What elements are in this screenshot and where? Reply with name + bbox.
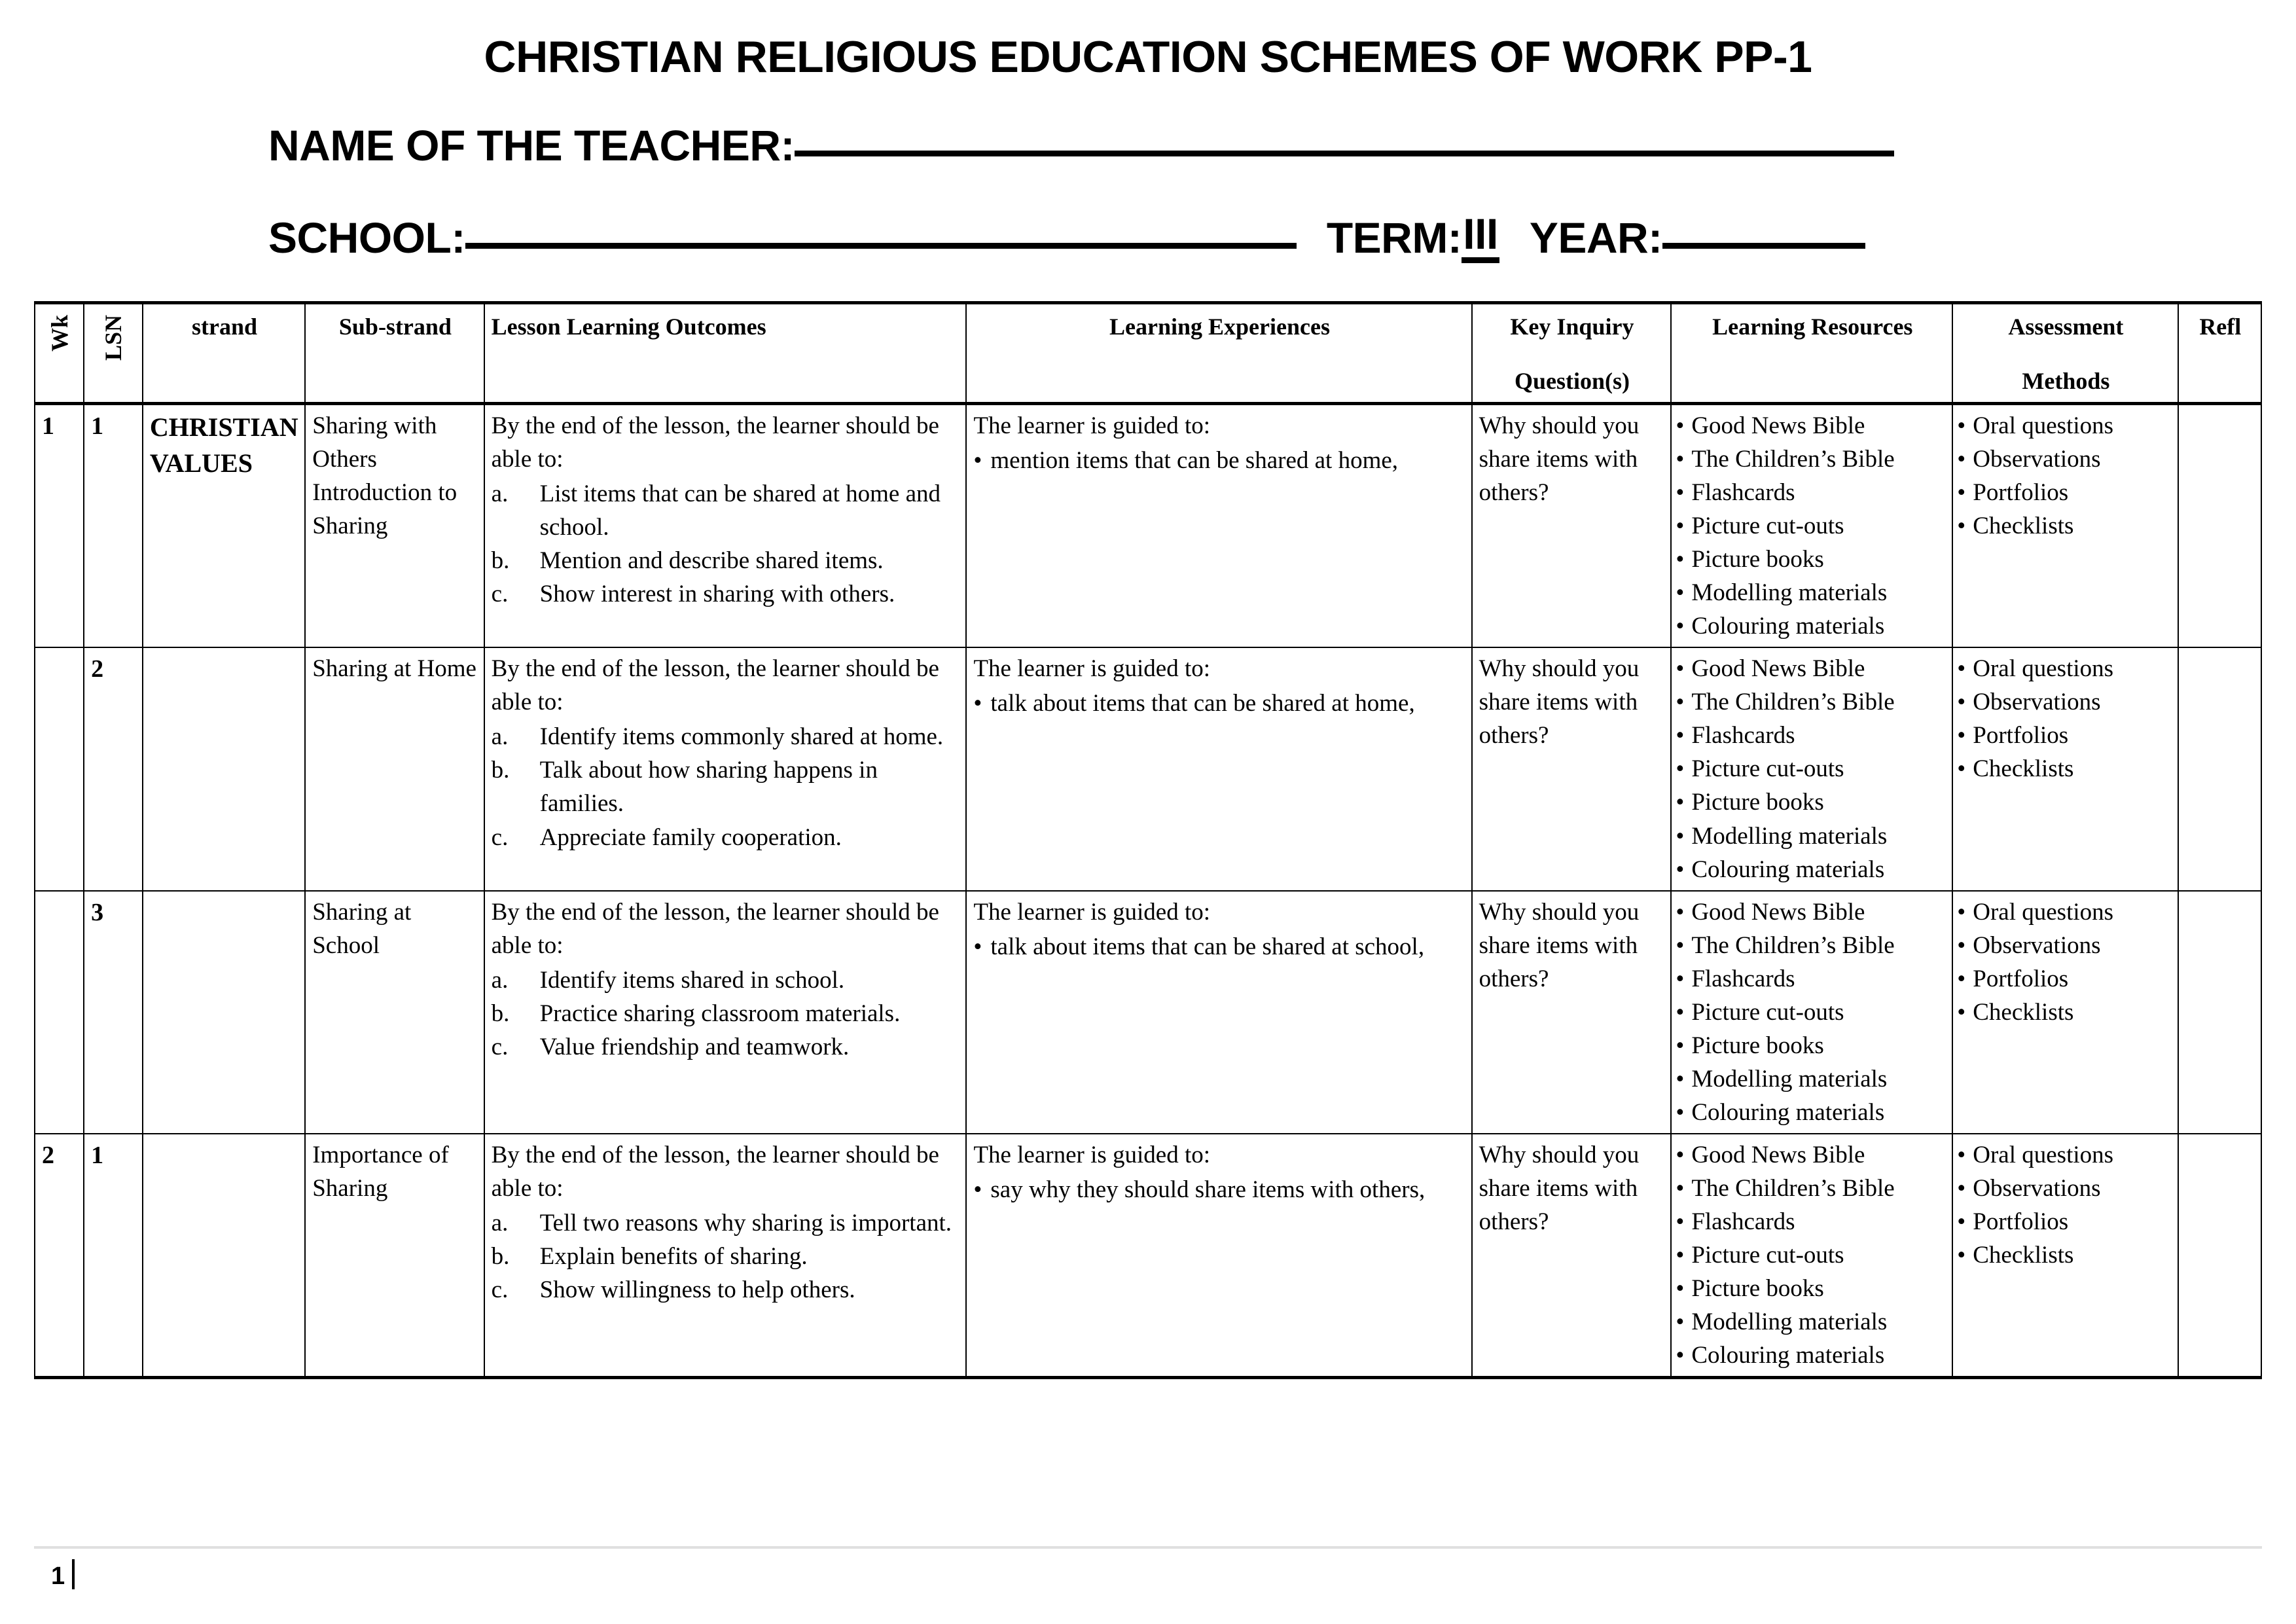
assessment-line-1: Assessment bbox=[2008, 313, 2124, 340]
cell-assessment-methods bbox=[1952, 403, 2178, 647]
experience-intro: The learner is guided to: bbox=[973, 898, 1211, 926]
resource-item: • The Children’s Bible bbox=[1676, 929, 1949, 962]
cell-learning-experiences bbox=[966, 891, 1471, 1134]
assessment-item: • Oral questions bbox=[1957, 895, 2174, 929]
resource-list bbox=[1676, 1138, 1949, 1372]
assessment-list bbox=[1957, 652, 2174, 785]
assessment-list bbox=[1957, 895, 2174, 1029]
experience-item: • mention items that can be shared at home, bbox=[973, 444, 1465, 477]
cell-lesson: 3 bbox=[84, 891, 143, 1134]
cell-reflection[interactable] bbox=[2178, 1134, 2261, 1378]
cell-learning-experiences bbox=[966, 403, 1471, 647]
cell-learning-experiences bbox=[966, 647, 1471, 890]
outcome-intro: By the end of the lesson, the learner should be able to: bbox=[491, 412, 939, 473]
assessment-item: • Portfolios bbox=[1957, 1205, 2174, 1238]
teacher-label: NAME OF THE TEACHER: bbox=[268, 121, 795, 170]
assessment-item: • Checklists bbox=[1957, 1238, 2174, 1272]
resource-list bbox=[1676, 652, 1949, 886]
outcome-item: Value friendship and teamwork. bbox=[539, 1033, 850, 1060]
resource-item: • Colouring materials bbox=[1676, 853, 1949, 886]
cell-reflection[interactable] bbox=[2178, 647, 2261, 890]
experience-list bbox=[973, 444, 1465, 477]
cell-assessment-methods bbox=[1952, 891, 2178, 1134]
outcome-item: Identify items shared in school. bbox=[539, 966, 845, 994]
resource-item: • Flashcards bbox=[1676, 476, 1949, 509]
outcome-item: Talk about how sharing happens in families. bbox=[539, 757, 878, 818]
cell-reflection[interactable] bbox=[2178, 891, 2261, 1134]
assessment-item: • Oral questions bbox=[1957, 409, 2174, 442]
schemes-of-work-table bbox=[34, 301, 2262, 1380]
table-row bbox=[35, 891, 2261, 1134]
resource-item: • The Children’s Bible bbox=[1676, 685, 1949, 719]
assessment-item: • Oral questions bbox=[1957, 1138, 2174, 1172]
column-header-lsn bbox=[84, 302, 143, 403]
table-body bbox=[35, 403, 2261, 1377]
resource-list bbox=[1676, 409, 1949, 643]
assessment-item: • Checklists bbox=[1957, 996, 2174, 1029]
resource-item: • Picture books bbox=[1676, 1029, 1949, 1062]
experience-list bbox=[973, 930, 1465, 964]
cell-lesson-learning-outcomes bbox=[484, 647, 967, 890]
year-label: YEAR: bbox=[1529, 213, 1662, 262]
key-inquiry-line-2: Question(s) bbox=[1514, 368, 1630, 395]
assessment-list bbox=[1957, 1138, 2174, 1272]
outcome-item: Explain benefits of sharing. bbox=[539, 1243, 808, 1271]
resource-item: • Picture cut-outs bbox=[1676, 1238, 1949, 1272]
year-blank[interactable] bbox=[1662, 243, 1865, 249]
experience-intro: The learner is guided to: bbox=[973, 412, 1211, 439]
cell-learning-experiences bbox=[966, 1134, 1471, 1378]
assessment-item: • Oral questions bbox=[1957, 652, 2174, 685]
assessment-item: • Checklists bbox=[1957, 752, 2174, 785]
assessment-item: • Observations bbox=[1957, 442, 2174, 476]
school-label: SCHOOL: bbox=[268, 213, 465, 262]
table-row bbox=[35, 647, 2261, 890]
cell-key-inquiry-question bbox=[1472, 403, 1672, 647]
resource-item: • The Children’s Bible bbox=[1676, 442, 1949, 476]
assessment-item: • Checklists bbox=[1957, 509, 2174, 543]
column-header-learning-resources: Learning Resources bbox=[1671, 302, 1952, 403]
experience-list bbox=[973, 687, 1465, 720]
teacher-name-blank[interactable] bbox=[795, 151, 1894, 156]
assessment-item: • Portfolios bbox=[1957, 719, 2174, 752]
school-term-year-line bbox=[0, 168, 2296, 266]
key-inquiry-text: Why should you share items with others? bbox=[1479, 412, 1640, 507]
column-header-lesson-learning-outcomes: Lesson Learning Outcomes bbox=[484, 302, 967, 403]
resource-item: • Modelling materials bbox=[1676, 1062, 1949, 1096]
resource-item: • Flashcards bbox=[1676, 962, 1949, 996]
resource-item: • The Children’s Bible bbox=[1676, 1172, 1949, 1205]
column-header-refl: Refl bbox=[2178, 302, 2261, 403]
footer-page-number: 1 bbox=[51, 1562, 66, 1590]
resource-item: • Picture cut-outs bbox=[1676, 509, 1949, 543]
column-header-lsn-label: LSN bbox=[100, 314, 127, 361]
experience-item: • say why they should share items with others, bbox=[973, 1173, 1465, 1206]
column-header-sub-strand: Sub-strand bbox=[305, 302, 484, 403]
term-label: TERM: bbox=[1326, 213, 1462, 262]
resource-item: • Picture books bbox=[1676, 785, 1949, 819]
resource-item: • Modelling materials bbox=[1676, 576, 1949, 609]
page-title: CHRISTIAN RELIGIOUS EDUCATION SCHEMES OF WORK PP-1 bbox=[484, 32, 1812, 82]
term-value[interactable]: III bbox=[1462, 211, 1499, 262]
assessment-item: • Observations bbox=[1957, 929, 2174, 962]
cell-sub-strand: Sharing at School bbox=[305, 891, 484, 1134]
footer-cursor-bar bbox=[72, 1559, 75, 1589]
cell-strand bbox=[143, 891, 305, 1134]
resource-item: • Picture books bbox=[1676, 1272, 1949, 1305]
outcome-list bbox=[492, 720, 961, 854]
teacher-name-field-line bbox=[0, 82, 2296, 168]
key-inquiry-text: Why should you share items with others? bbox=[1479, 898, 1640, 992]
cell-strand bbox=[143, 647, 305, 890]
resource-item: • Good News Bible bbox=[1676, 652, 1949, 685]
resource-item: • Modelling materials bbox=[1676, 1305, 1949, 1339]
outcome-list bbox=[492, 964, 961, 1064]
assessment-item: • Portfolios bbox=[1957, 476, 2174, 509]
experience-intro: The learner is guided to: bbox=[973, 655, 1211, 683]
experience-item: • talk about items that can be shared at home, bbox=[973, 687, 1465, 720]
column-header-wk bbox=[35, 302, 84, 403]
experience-list bbox=[973, 1173, 1465, 1206]
experience-intro: The learner is guided to: bbox=[973, 1141, 1211, 1168]
column-header-wk-label: Wk bbox=[46, 314, 73, 352]
cell-assessment-methods bbox=[1952, 1134, 2178, 1378]
school-name-blank[interactable] bbox=[465, 243, 1297, 249]
outcome-item: Tell two reasons why sharing is important. bbox=[539, 1210, 952, 1237]
resource-item: • Good News Bible bbox=[1676, 895, 1949, 929]
key-inquiry-line-1: Key Inquiry bbox=[1510, 313, 1634, 340]
outcome-item: Show interest in sharing with others. bbox=[539, 581, 895, 608]
key-inquiry-text: Why should you share items with others? bbox=[1479, 1141, 1640, 1236]
page-footer bbox=[51, 1559, 75, 1591]
outcome-item: Mention and describe shared items. bbox=[539, 547, 884, 575]
cell-assessment-methods bbox=[1952, 647, 2178, 890]
cell-sub-strand: Importance of Sharing bbox=[305, 1134, 484, 1378]
outcome-intro: By the end of the lesson, the learner should be able to: bbox=[491, 898, 939, 959]
resource-item: • Colouring materials bbox=[1676, 1339, 1949, 1372]
outcome-item: Identify items commonly shared at home. bbox=[539, 723, 944, 751]
cell-learning-resources bbox=[1671, 891, 1952, 1134]
cell-sub-strand: Sharing at Home bbox=[305, 647, 484, 890]
cell-key-inquiry-question bbox=[1472, 647, 1672, 890]
cell-strand bbox=[143, 1134, 305, 1378]
cell-lesson: 2 bbox=[84, 647, 143, 890]
cell-learning-resources bbox=[1671, 403, 1952, 647]
cell-week bbox=[35, 647, 84, 890]
cell-reflection[interactable] bbox=[2178, 403, 2261, 647]
outcome-item: Practice sharing classroom materials. bbox=[539, 1000, 901, 1027]
experience-item: • talk about items that can be shared at school, bbox=[973, 930, 1465, 964]
assessment-item: • Portfolios bbox=[1957, 962, 2174, 996]
cell-week: 2 bbox=[35, 1134, 84, 1378]
assessment-item: • Observations bbox=[1957, 685, 2174, 719]
resource-item: • Colouring materials bbox=[1676, 1096, 1949, 1129]
resource-list bbox=[1676, 895, 1949, 1129]
resource-item: • Good News Bible bbox=[1676, 1138, 1949, 1172]
column-header-learning-experiences: Learning Experiences bbox=[966, 302, 1471, 403]
cell-lesson-learning-outcomes bbox=[484, 1134, 967, 1378]
assessment-item: • Observations bbox=[1957, 1172, 2174, 1205]
column-header-assessment-methods bbox=[1952, 302, 2178, 403]
cell-week: 1 bbox=[35, 403, 84, 647]
assessment-list bbox=[1957, 409, 2174, 543]
cell-week bbox=[35, 891, 84, 1134]
column-header-key-inquiry-questions bbox=[1472, 302, 1672, 403]
cell-lesson: 1 bbox=[84, 403, 143, 647]
key-inquiry-text: Why should you share items with others? bbox=[1479, 655, 1640, 749]
resource-item: • Picture cut-outs bbox=[1676, 752, 1949, 785]
outcome-list bbox=[492, 1206, 961, 1307]
cell-lesson: 1 bbox=[84, 1134, 143, 1378]
cell-lesson-learning-outcomes bbox=[484, 403, 967, 647]
outcome-item: List items that can be shared at home and school. bbox=[539, 480, 941, 541]
table-row bbox=[35, 1134, 2261, 1378]
assessment-line-2: Methods bbox=[2022, 368, 2110, 395]
outcome-item: Show willingness to help others. bbox=[539, 1276, 855, 1304]
outcome-item: Appreciate family cooperation. bbox=[539, 823, 842, 851]
cell-sub-strand: Sharing with Others Introduction to Sharing bbox=[305, 403, 484, 647]
outcome-intro: By the end of the lesson, the learner should be able to: bbox=[491, 655, 939, 716]
cell-lesson-learning-outcomes bbox=[484, 891, 967, 1134]
cell-key-inquiry-question bbox=[1472, 1134, 1672, 1378]
table-header-row bbox=[35, 302, 2261, 403]
resource-item: • Picture books bbox=[1676, 543, 1949, 576]
resource-item: • Flashcards bbox=[1676, 719, 1949, 752]
resource-item: • Picture cut-outs bbox=[1676, 996, 1949, 1029]
resource-item: • Good News Bible bbox=[1676, 409, 1949, 442]
cell-key-inquiry-question bbox=[1472, 891, 1672, 1134]
cell-learning-resources bbox=[1671, 647, 1952, 890]
outcome-list bbox=[492, 477, 961, 611]
resource-item: • Modelling materials bbox=[1676, 820, 1949, 853]
resource-item: • Flashcards bbox=[1676, 1205, 1949, 1238]
cell-learning-resources bbox=[1671, 1134, 1952, 1378]
resource-item: • Colouring materials bbox=[1676, 609, 1949, 643]
cell-strand: CHRISTIAN VALUES bbox=[143, 403, 305, 647]
table-row bbox=[35, 403, 2261, 647]
footer-separator bbox=[34, 1546, 2262, 1549]
column-header-strand: strand bbox=[143, 302, 305, 403]
outcome-intro: By the end of the lesson, the learner should be able to: bbox=[491, 1141, 939, 1202]
